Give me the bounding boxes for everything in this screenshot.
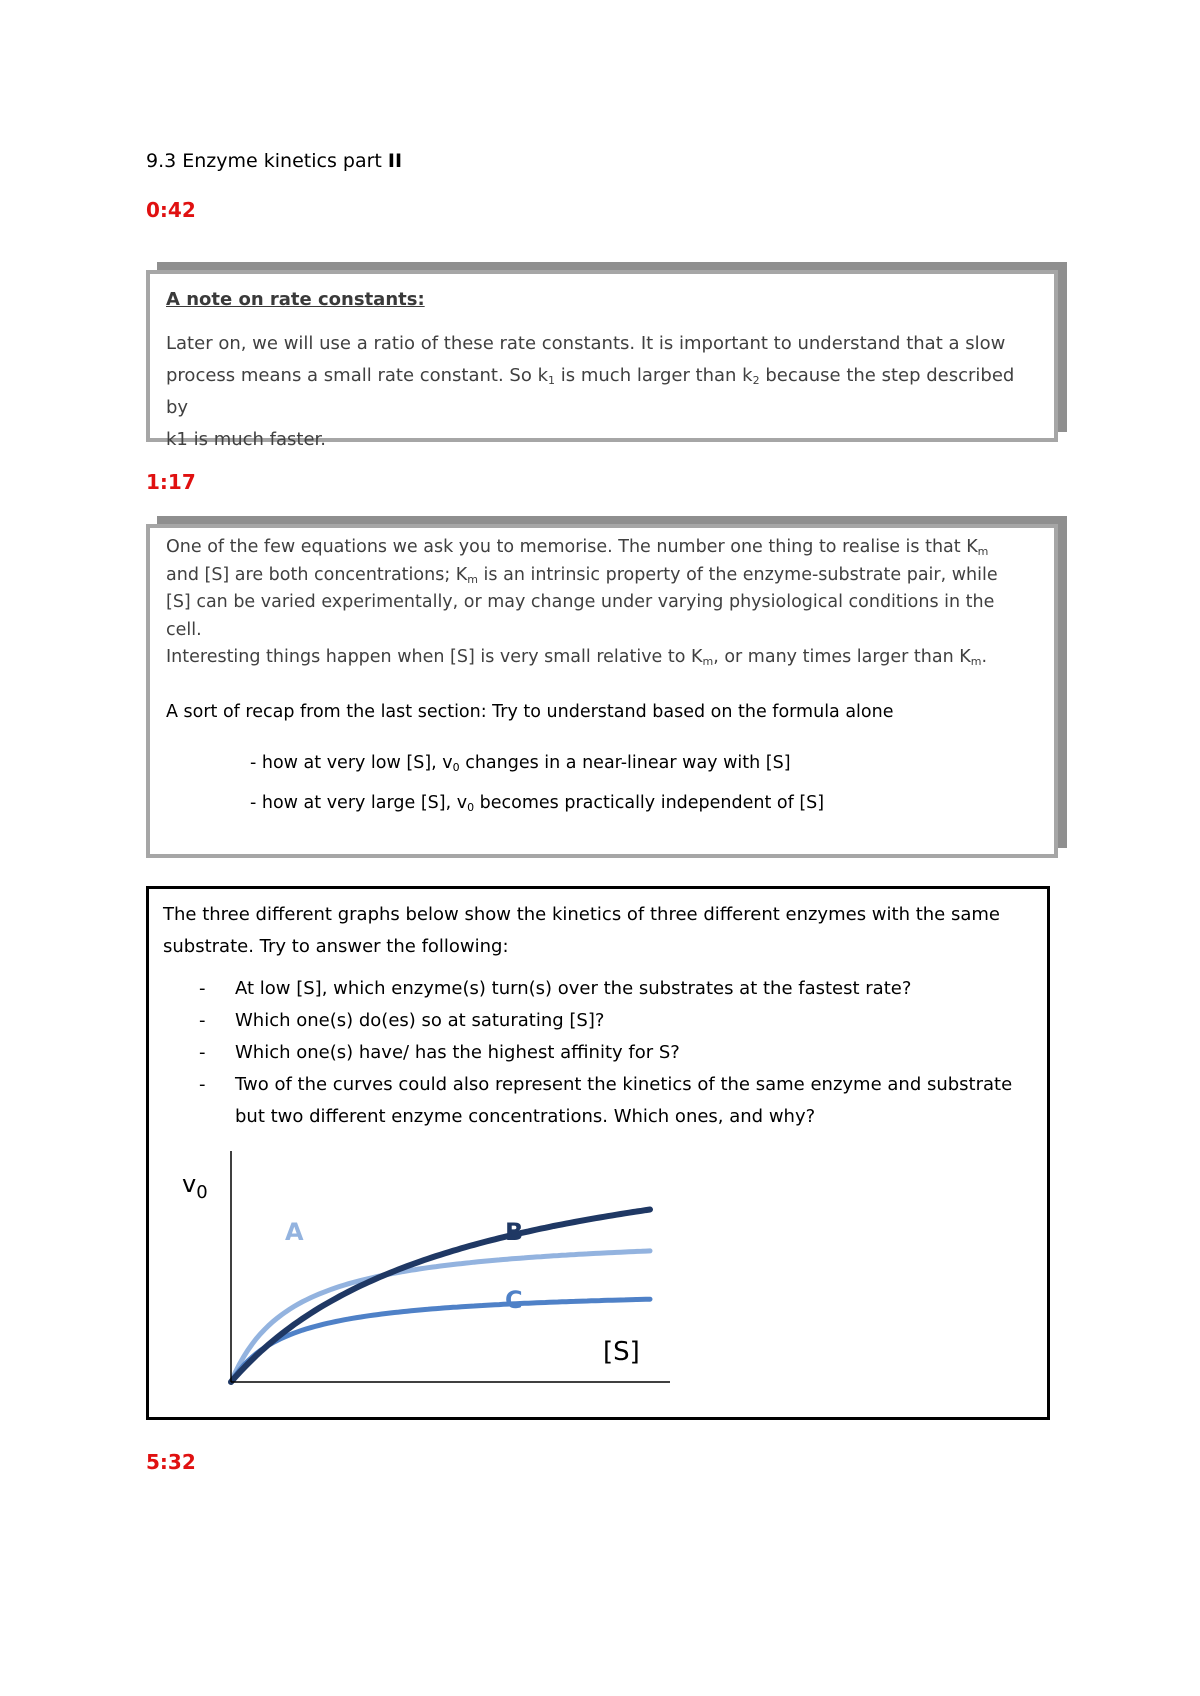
note-line-3: k1 is much faster. [166, 429, 327, 450]
eq-line-5: Interesting things happen when [S] is very small relative to $K_m$, or many times larger than $K_m$. [166, 647, 988, 668]
recap-line: A sort of recap from the last section: Try to understand based on the formula alone [166, 701, 894, 722]
page-title-text: 9.3 Enzyme kinetics part [146, 150, 388, 172]
list-item: - Which one(s) do(es) so at saturating [S]? [199, 1010, 605, 1031]
recap-bullet-1: - how at very low [S], $v_0$ changes in a near-linear way with [S] [250, 753, 791, 774]
curve-a [231, 1251, 650, 1382]
note-line-1: Later on, we will use a ratio of these rate constants. It is important to understand that a slow [166, 333, 1006, 354]
series-label-b: B [505, 1218, 524, 1246]
graph-intro-1: The three different graphs below show the kinetics of three different enzymes with the same [163, 904, 1000, 925]
rate-constants-note [146, 270, 1058, 450]
note-heading: A note on rate constants: [166, 289, 425, 310]
y-axis-label: $v_0$ [182, 1170, 208, 1203]
timestamp-2: 1:17 [146, 470, 196, 494]
graph-intro-2: substrate. Try to answer the following: [163, 936, 509, 957]
curve-c [231, 1299, 650, 1382]
series-label-a: A [285, 1218, 304, 1246]
note-line-2: process means a small rate constant. So $k_1$ is much larger than $k_2$ because the step described by [166, 365, 1015, 418]
series-label-c: C [505, 1286, 523, 1314]
list-item: - At low [S], which enzyme(s) turn(s) over the substrates at the fastest rate? [199, 978, 912, 999]
eq-line-1: One of the few equations we ask you to memorise. The number one thing to realise is that $K_m$ [166, 537, 989, 558]
kinetics-chart [160, 1140, 680, 1400]
question-list [163, 973, 1033, 1133]
equation-note [146, 524, 1058, 858]
page-title [146, 150, 402, 172]
eq-line-3: [S] can be varied experimentally, or may change under varying physiological conditions in the [166, 592, 995, 612]
page-title-part: II [387, 150, 403, 172]
timestamp-3: 5:32 [146, 1450, 196, 1474]
eq-line-4: cell. [166, 619, 202, 640]
eq-line-2: and [S] are both concentrations; $K_m$ is an intrinsic property of the enzyme-substrate pair, while [166, 564, 998, 586]
x-axis-label: [S] [603, 1337, 640, 1367]
recap-bullet-2: - how at very large [S], $v_0$ becomes practically independent of [S] [250, 792, 825, 814]
list-item: - Which one(s) have/ has the highest affinity for S? [199, 1042, 680, 1063]
list-item: - Two of the curves could also represent the kinetics of the same enzyme and substrate but two different enzyme concentrations. Which ones, and why? [199, 1074, 1013, 1127]
timestamp-1: 0:42 [146, 198, 196, 222]
